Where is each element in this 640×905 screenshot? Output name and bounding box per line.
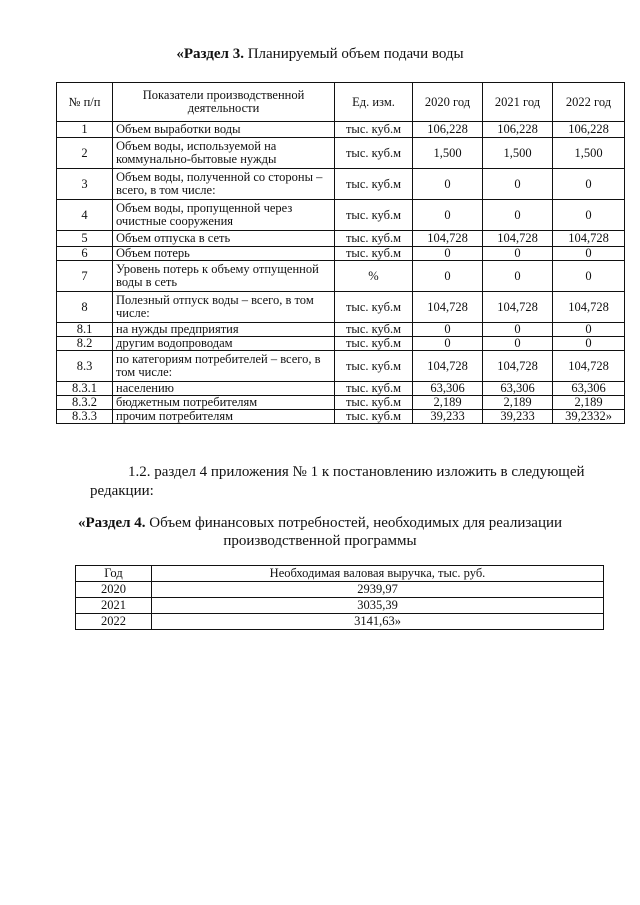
row-year: 2020 [76, 582, 152, 598]
table-header-row [57, 83, 625, 122]
row-value-2022: 0 [553, 169, 625, 200]
row-value-2022: 104,728 [553, 231, 625, 247]
header-number: № п/п [57, 83, 113, 122]
row-value-2022: 104,728 [553, 292, 625, 323]
row-revenue: 3141,63» [152, 614, 604, 630]
row-value-2020: 104,728 [413, 351, 483, 382]
row-value-2022: 63,306 [553, 382, 625, 396]
row-unit: тыс. куб.м [335, 382, 413, 396]
row-value-2021: 39,233 [483, 410, 553, 424]
row-year: 2022 [76, 614, 152, 630]
table-row [76, 614, 604, 630]
row-unit: тыс. куб.м [335, 200, 413, 231]
header-revenue: Необходимая валовая выручка, тыс. руб. [152, 566, 604, 582]
row-indicator: Объем воды, используемой на коммунально-бытовые нужды [113, 138, 335, 169]
row-number: 3 [57, 169, 113, 200]
table-row [57, 200, 625, 231]
paragraph-line-2: редакции: [90, 483, 154, 499]
row-value-2020: 0 [413, 337, 483, 351]
row-unit: тыс. куб.м [335, 396, 413, 410]
table-row [57, 231, 625, 247]
row-value-2021: 63,306 [483, 382, 553, 396]
row-unit: тыс. куб.м [335, 138, 413, 169]
water-supply-table [56, 82, 625, 424]
table-row [57, 169, 625, 200]
row-unit: тыс. куб.м [335, 323, 413, 337]
row-indicator: Полезный отпуск воды – всего, в том числе: [113, 292, 335, 323]
row-value-2020: 2,189 [413, 396, 483, 410]
row-number: 8.3.2 [57, 396, 113, 410]
row-value-2022: 1,500 [553, 138, 625, 169]
row-value-2021: 1,500 [483, 138, 553, 169]
row-value-2020: 0 [413, 200, 483, 231]
section-3-title [0, 45, 640, 63]
section-4-title-text: Объем финансовых потребностей, необходимых для реализации [145, 515, 563, 531]
section-4-title [0, 514, 640, 550]
row-value-2021: 104,728 [483, 351, 553, 382]
table-row [57, 382, 625, 396]
row-number: 5 [57, 231, 113, 247]
row-value-2021: 0 [483, 337, 553, 351]
row-indicator: Объем воды, полученной со стороны – всего, в том числе: [113, 169, 335, 200]
table-row [57, 292, 625, 323]
row-unit: % [335, 261, 413, 292]
section-3-title-number: «Раздел 3. [176, 46, 244, 62]
row-value-2020: 1,500 [413, 138, 483, 169]
row-number: 4 [57, 200, 113, 231]
table-row [57, 261, 625, 292]
row-year: 2021 [76, 598, 152, 614]
row-value-2021: 2,189 [483, 396, 553, 410]
row-value-2022: 2,189 [553, 396, 625, 410]
row-value-2021: 0 [483, 247, 553, 261]
row-value-2020: 106,228 [413, 122, 483, 138]
row-value-2020: 0 [413, 261, 483, 292]
table-row [57, 247, 625, 261]
row-value-2022: 106,228 [553, 122, 625, 138]
row-value-2022: 0 [553, 261, 625, 292]
row-indicator: Объем отпуска в сеть [113, 231, 335, 247]
header-2020: 2020 год [413, 83, 483, 122]
row-unit: тыс. куб.м [335, 337, 413, 351]
row-value-2020: 0 [413, 169, 483, 200]
row-number: 8.3 [57, 351, 113, 382]
table-row [57, 351, 625, 382]
row-unit: тыс. куб.м [335, 169, 413, 200]
row-unit: тыс. куб.м [335, 247, 413, 261]
header-2021: 2021 год [483, 83, 553, 122]
row-number: 8.2 [57, 337, 113, 351]
row-unit: тыс. куб.м [335, 292, 413, 323]
row-value-2022: 0 [553, 247, 625, 261]
row-number: 8 [57, 292, 113, 323]
table-row [57, 410, 625, 424]
section-3-title-text: Планируемый объем подачи воды [243, 46, 464, 62]
row-number: 7 [57, 261, 113, 292]
table-row [57, 337, 625, 351]
row-number: 1 [57, 122, 113, 138]
row-indicator: по категориям потребителей – всего, в том числе: [113, 351, 335, 382]
section-4-title-line-2: производственной программы [223, 533, 417, 549]
header-year: Год [76, 566, 152, 582]
row-indicator: Объем воды, пропущенной через очистные сооружения [113, 200, 335, 231]
table-row [57, 396, 625, 410]
row-indicator: Уровень потерь к объему отпущенной воды в сеть [113, 261, 335, 292]
row-value-2021: 0 [483, 200, 553, 231]
row-value-2020: 39,233 [413, 410, 483, 424]
row-indicator: бюджетным потребителям [113, 396, 335, 410]
table-row [57, 138, 625, 169]
row-indicator: другим водопроводам [113, 337, 335, 351]
table-row [76, 582, 604, 598]
header-2022: 2022 год [553, 83, 625, 122]
row-indicator: прочим потребителям [113, 410, 335, 424]
row-number: 8.3.3 [57, 410, 113, 424]
row-value-2020: 0 [413, 247, 483, 261]
row-number: 2 [57, 138, 113, 169]
row-revenue: 2939,97 [152, 582, 604, 598]
header-indicator: Показатели производственной деятельности [113, 83, 335, 122]
row-value-2020: 104,728 [413, 231, 483, 247]
amendment-paragraph [90, 463, 610, 501]
row-indicator: на нужды предприятия [113, 323, 335, 337]
table-row [57, 122, 625, 138]
row-indicator: Объем потерь [113, 247, 335, 261]
row-value-2020: 63,306 [413, 382, 483, 396]
table-row [57, 323, 625, 337]
row-number: 8.1 [57, 323, 113, 337]
row-number: 8.3.1 [57, 382, 113, 396]
row-indicator: Объем выработки воды [113, 122, 335, 138]
row-value-2020: 104,728 [413, 292, 483, 323]
row-value-2022: 0 [553, 323, 625, 337]
row-value-2022: 0 [553, 200, 625, 231]
row-value-2021: 104,728 [483, 292, 553, 323]
table-row [76, 598, 604, 614]
row-value-2020: 0 [413, 323, 483, 337]
row-value-2021: 0 [483, 261, 553, 292]
row-value-2022: 0 [553, 337, 625, 351]
row-number: 6 [57, 247, 113, 261]
row-unit: тыс. куб.м [335, 351, 413, 382]
row-indicator: населению [113, 382, 335, 396]
row-value-2022: 39,2332» [553, 410, 625, 424]
row-value-2022: 104,728 [553, 351, 625, 382]
row-value-2021: 0 [483, 323, 553, 337]
row-unit: тыс. куб.м [335, 122, 413, 138]
row-value-2021: 104,728 [483, 231, 553, 247]
row-revenue: 3035,39 [152, 598, 604, 614]
financial-needs-table [75, 565, 604, 630]
paragraph-line-1: 1.2. раздел 4 приложения № 1 к постановлению изложить в следующей [128, 464, 585, 480]
row-unit: тыс. куб.м [335, 231, 413, 247]
row-value-2021: 0 [483, 169, 553, 200]
row-unit: тыс. куб.м [335, 410, 413, 424]
header-unit: Ед. изм. [335, 83, 413, 122]
row-value-2021: 106,228 [483, 122, 553, 138]
section-4-title-number: «Раздел 4. [77, 515, 146, 531]
table-header-row [76, 566, 604, 582]
